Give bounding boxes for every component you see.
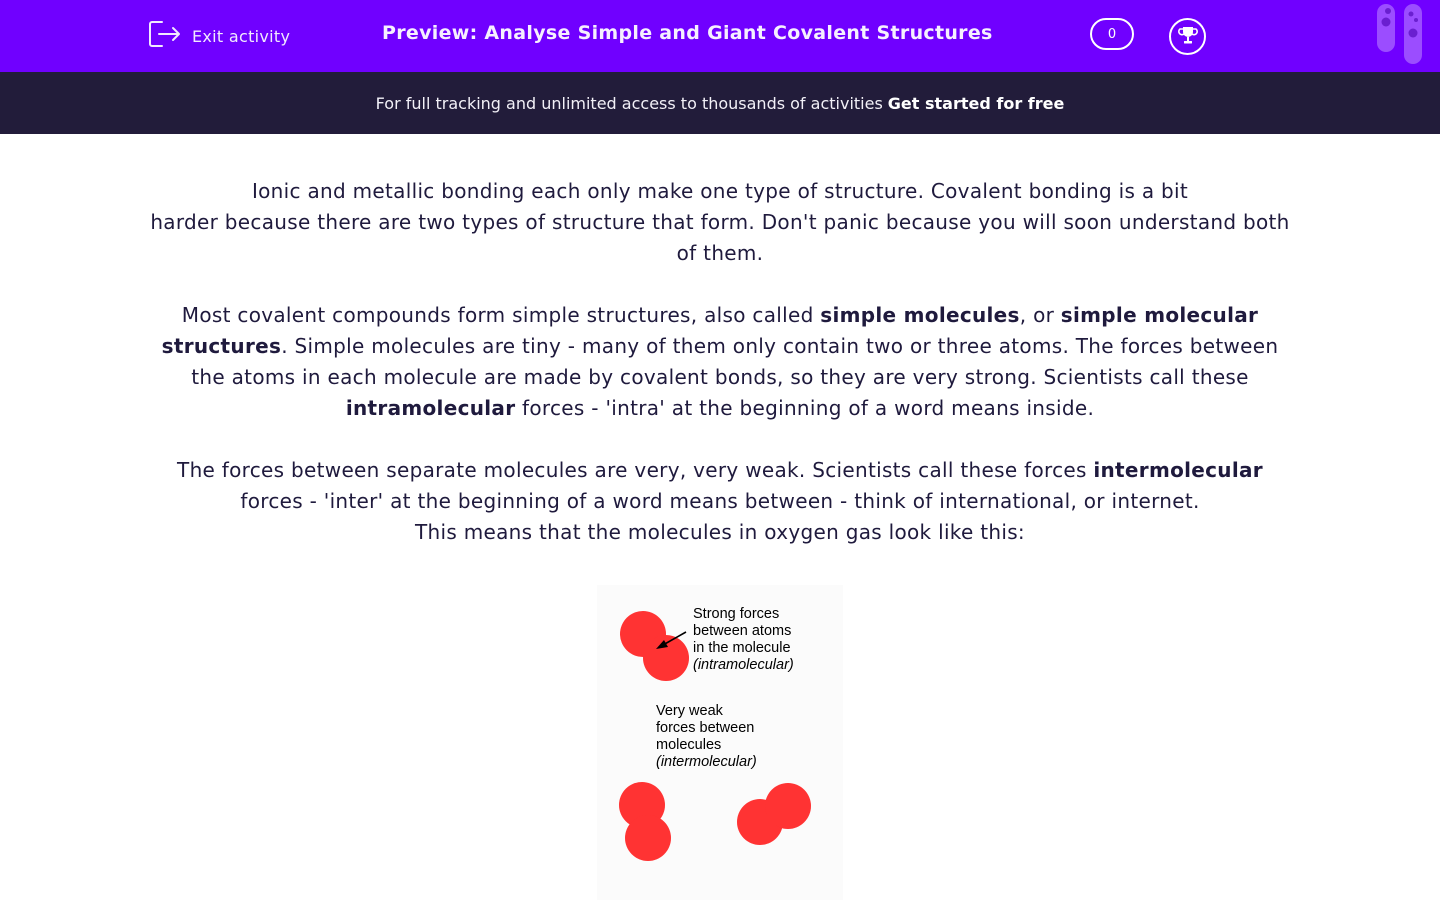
paragraph-simple-molecules — [150, 300, 1290, 424]
score-value: 0 — [1107, 26, 1117, 42]
exit-activity-label: Exit activity — [192, 26, 291, 46]
exit-activity-button[interactable] — [148, 20, 290, 52]
weak-line-1: Very weak — [656, 703, 723, 719]
term-simple-molecules: simple molecules — [820, 303, 1020, 327]
text-span: The forces between separate molecules are very, very weak. Scientists call these forces — [177, 458, 1094, 482]
atom — [765, 783, 811, 829]
promo-banner — [0, 72, 1440, 134]
paragraph-intermolecular — [150, 455, 1290, 548]
weak-line-3: molecules — [656, 737, 722, 753]
text-span: , or — [1019, 303, 1061, 327]
atom — [625, 815, 671, 861]
paragraph-intro-rest: harder because there are two types of structure that form. Don't panic because you will soon understand both of them. — [150, 210, 1290, 265]
weak-line-2: forces between — [656, 720, 755, 736]
banner-text: For full tracking and unlimited access to thousands of activities — [375, 93, 883, 113]
top-bar — [0, 0, 1440, 72]
page-title: Preview: Analyse Simple and Giant Covalent Structures — [382, 22, 993, 44]
paragraph-intermolecular-line3: This means that the molecules in oxygen gas look like this: — [415, 520, 1025, 544]
exit-icon — [148, 19, 182, 53]
term-simple-molecular-structures: simple molecular structures — [161, 303, 1259, 358]
weak-line-4: (intermolecular) — [656, 754, 757, 770]
text-span: . Simple molecules are tiny - many of them only contain two or three atoms. The forces between the atoms in each molecule are made by covalent bonds, so they are very strong. Scientists call these — [191, 334, 1279, 389]
trophy-icon — [1177, 24, 1199, 50]
text-span: forces - 'intra' at the beginning of a word means inside. — [515, 396, 1095, 420]
atom — [643, 635, 689, 681]
text-span: forces - 'inter' at the beginning of a word means between - think of international, or internet. — [240, 489, 1200, 513]
strong-line-4: (intramolecular) — [693, 657, 794, 673]
term-intramolecular: intramolecular — [345, 396, 516, 420]
score-badge — [1090, 18, 1134, 50]
oxygen-molecules-diagram — [597, 585, 843, 900]
trophy-button[interactable] — [1169, 18, 1206, 55]
paragraph-intro-line1: Ionic and metallic bonding each only make one type of structure. Covalent bonding is a bit — [251, 179, 1189, 203]
strong-line-2: between atoms — [693, 623, 792, 639]
paragraph-intro — [150, 176, 1290, 269]
strong-line-1: Strong forces — [693, 606, 780, 622]
test-tubes-icon — [1370, 0, 1440, 72]
lesson-content — [150, 176, 1290, 579]
strong-line-3: in the molecule — [693, 640, 791, 656]
get-started-link[interactable]: Get started for free — [887, 93, 1065, 113]
text-span: Most covalent compounds form simple structures, also called — [181, 303, 821, 327]
term-intermolecular: intermolecular — [1093, 458, 1263, 482]
